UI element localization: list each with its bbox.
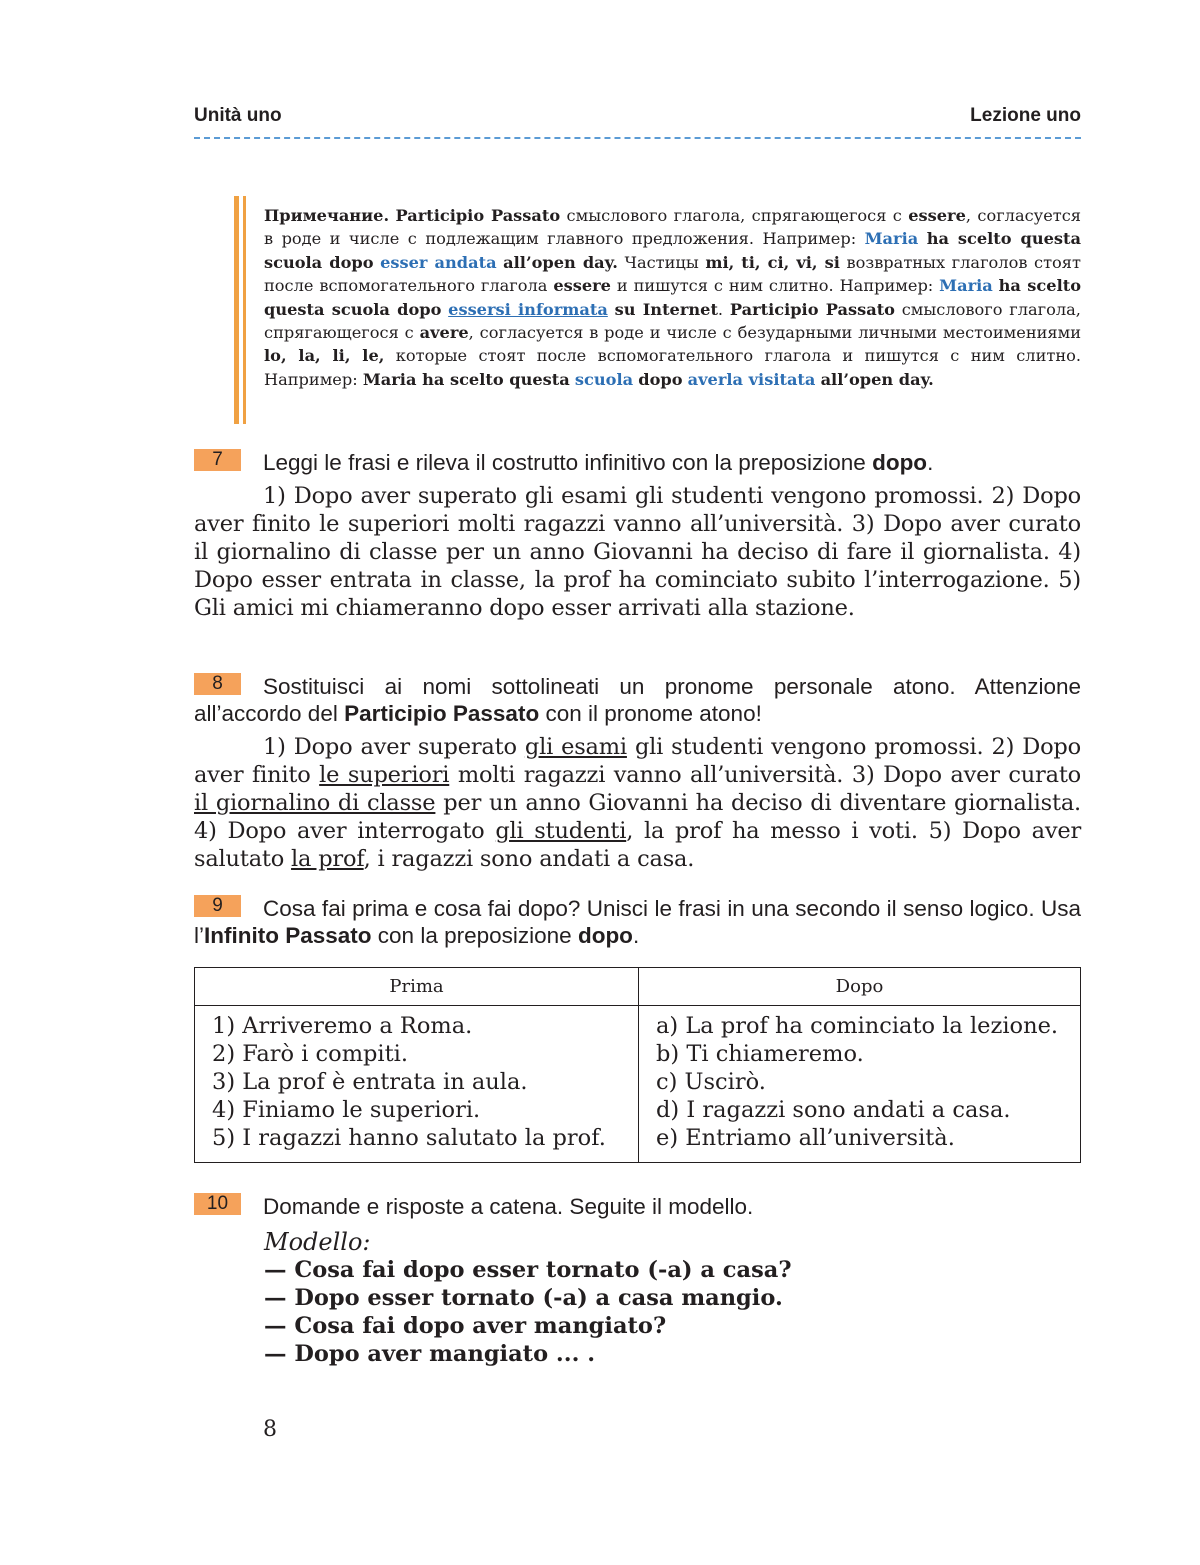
- dialogue-line: — Dopo esser tornato (-a) a casa mangio.: [264, 1285, 783, 1311]
- exercise-number: 10: [194, 1193, 241, 1215]
- note-text: Примечание. Participio Passato смыслового глагола, спрягающегося с essere, согласуется в роде и числе с подлежащим главного предложения. Например: Maria ha scelto questa scuola dopo esser andata all’open day. Частицы mi, ti, ci, vi, si возвратных глаголов стоят после вспомогательного глагола essere и пишутся с ним слитно. Например: Maria ha scelto questa scuola dopo essersi informata su Internet. Participio Passato смыслового глагола, спрягающегося с avere, согласуется в роде и числе с безударными личными местоимениями lo, la, li, le, которые стоят после вспомогательного глагола и пишутся с ним слитно. Например: Maria ha scelto questa scuola dopo averla visitata all’open day.: [264, 206, 1082, 389]
- column-header-dopo: Dopo: [639, 968, 1081, 1006]
- lesson-title: Lezione uno: [970, 105, 1081, 126]
- model-dialogue: [264, 1228, 792, 1368]
- page-header: [194, 105, 1081, 139]
- dialogue-line: — Dopo aver mangiato ... .: [264, 1341, 596, 1367]
- list-item: b) Ti chiameremo.: [656, 1041, 864, 1067]
- exercise-number: 9: [194, 895, 241, 917]
- dialogue-line: — Cosa fai dopo aver mangiato?: [264, 1313, 667, 1339]
- page-number: 8: [263, 1417, 277, 1442]
- exercise-instruction: Sostituisci ai nomi sottolineati un pronome personale atono. Attenzione all’accordo del Participio Passato con il pronome atono!: [194, 674, 1081, 726]
- prima-cell: [195, 1006, 639, 1163]
- list-item: d) I ragazzi sono andati a casa.: [656, 1097, 1011, 1123]
- list-item: c) Uscirò.: [656, 1069, 766, 1095]
- unit-title: Unità uno: [194, 105, 282, 126]
- dopo-cell: [639, 1006, 1081, 1163]
- note-bar: [234, 196, 239, 424]
- exercise-7: [194, 449, 1081, 622]
- dialogue-line: — Cosa fai dopo esser tornato (-a) a casa?: [264, 1257, 792, 1283]
- exercise-instruction: Domande e risposte a catena. Seguite il modello.: [263, 1194, 754, 1219]
- list-item: a) La prof ha cominciato la lezione.: [656, 1013, 1059, 1039]
- exercise-instruction: Leggi le frasi e rileva il costrutto infinitivo con la preposizione dopo.: [263, 450, 934, 475]
- grammar-note: [234, 196, 1081, 424]
- exercise-9: [194, 895, 1081, 949]
- list-item: e) Entriamo all’università.: [656, 1125, 955, 1151]
- exercise-instruction: Cosa fai prima e cosa fai dopo? Unisci le frasi in una secondo il senso logico. Usa l’Infinito Passato con la preposizione dopo.: [194, 896, 1081, 948]
- exercise-number: 7: [194, 449, 241, 471]
- list-item: 3) La prof è entrata in aula.: [212, 1069, 528, 1095]
- exercise-10: [194, 1193, 1081, 1220]
- model-label: Modello:: [264, 1228, 371, 1256]
- list-item: 1) Arriveremo a Roma.: [212, 1013, 473, 1039]
- exercise-text: 1) Dopo aver superato gli esami gli studenti vengono promossi. 2) Dopo aver finito le superiori molti ragazzi vanno all’università. 3) Dopo aver curato il giornalino di classe per un anno Giovanni ha deciso di fare il giornalista. 4) Dopo esser entrata in classe, la prof ha cominciato subito l’interrogazione. 5) Gli amici mi chiameranno dopo esser arrivati alla stazione.: [194, 483, 1081, 621]
- matching-table: [194, 967, 1081, 1163]
- note-bar-thin: [243, 196, 246, 424]
- column-header-prima: Prima: [195, 968, 639, 1006]
- exercise-8: [194, 673, 1081, 873]
- list-item: 5) I ragazzi hanno salutato la prof.: [212, 1125, 606, 1151]
- exercise-number: 8: [194, 673, 241, 695]
- exercise-text: 1) Dopo aver superato gli esami gli studenti vengono promossi. 2) Dopo aver finito le superiori molti ragazzi vanno all’università. 3) Dopo aver curato il giornalino di classe per un anno Giovanni ha deciso di diventare giornalista. 4) Dopo aver interrogato gli studenti, la prof ha messo i voti. 5) Dopo aver salutato la prof, i ragazzi sono andati a casa.: [194, 734, 1082, 872]
- list-item: 2) Farò i compiti.: [212, 1041, 409, 1067]
- list-item: 4) Finiamo le superiori.: [212, 1097, 481, 1123]
